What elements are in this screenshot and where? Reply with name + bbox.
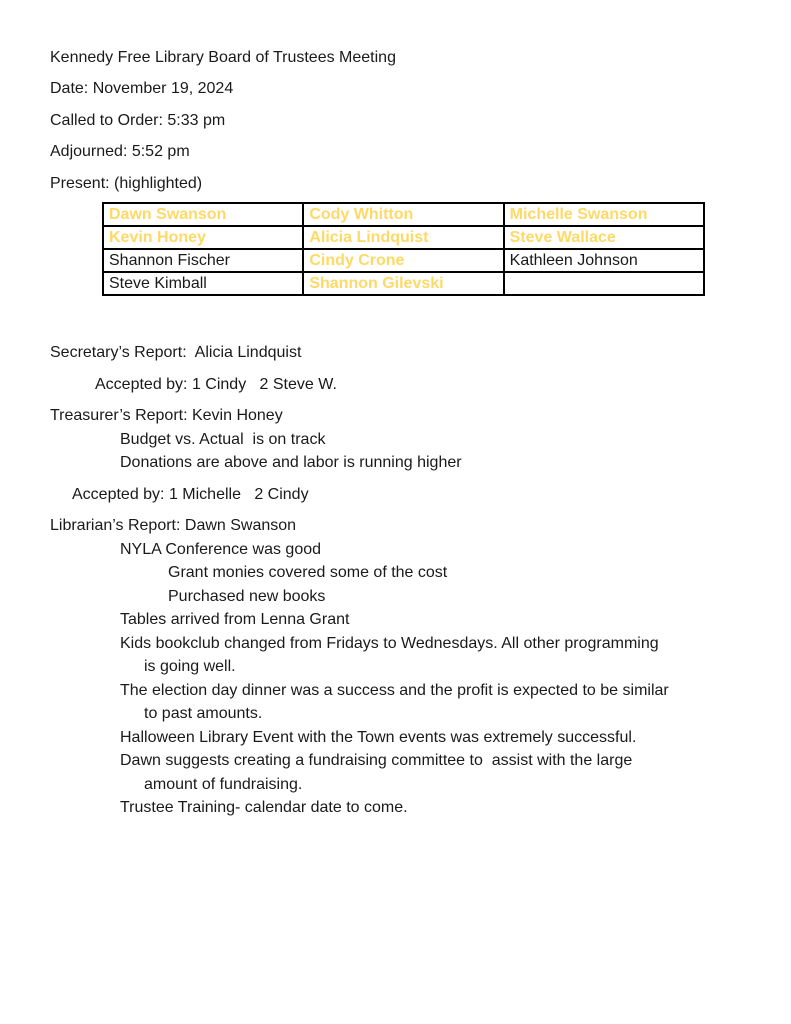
report-line: Trustee Training- calendar date to come.	[120, 799, 408, 817]
report-line-continuation: amount of fundraising.	[144, 775, 303, 793]
treasurer-report-heading: Treasurer’s Report: Kevin Honey	[50, 407, 283, 425]
report-line: Grant monies covered some of the cost	[168, 564, 448, 582]
report-line-continuation: to past amounts.	[144, 705, 263, 723]
adjourned-line: Adjourned: 5:52 pm	[50, 143, 190, 161]
table-row	[103, 272, 704, 295]
report-line: NYLA Conference was good	[120, 540, 322, 558]
attendee-cell: Shannon Gilevski	[303, 272, 503, 295]
attendee-cell	[504, 272, 704, 295]
header-block	[0, 0, 791, 199]
attendee-cell: Steve Wallace	[504, 226, 704, 249]
page-title: Kennedy Free Library Board of Trustees Meeting	[50, 49, 396, 66]
librarian-report-heading: Librarian’s Report: Dawn Swanson	[50, 517, 297, 535]
report-line-continuation: is going well.	[144, 658, 236, 676]
table-row	[103, 249, 704, 272]
report-line: Budget vs. Actual is on track	[120, 430, 326, 448]
table-row	[103, 226, 704, 249]
secretary-report-heading: Secretary’s Report: Alicia Lindquist	[50, 344, 302, 362]
secretary-accepted-line: Accepted by: 1 Cindy 2 Steve W.	[95, 375, 337, 393]
report-line: Dawn suggests creating a fundraising committee to assist with the large	[120, 752, 633, 770]
attendee-cell: Alicia Lindquist	[303, 226, 503, 249]
report-line: Purchased new books	[168, 587, 326, 605]
attendee-cell: Kevin Honey	[103, 226, 303, 249]
attendee-cell: Cody Whitton	[303, 203, 503, 226]
meeting-date-line: Date: November 19, 2024	[50, 80, 234, 98]
report-line: Kids bookclub changed from Fridays to Wednesdays. All other programming	[120, 634, 659, 652]
attendee-cell: Shannon Fischer	[103, 249, 303, 272]
report-line: Donations are above and labor is running higher	[120, 454, 462, 472]
attendee-cell: Michelle Swanson	[504, 203, 704, 226]
report-line: Halloween Library Event with the Town events was extremely successful.	[120, 728, 637, 746]
minutes-body	[0, 341, 791, 820]
present-label-line: Present: (highlighted)	[50, 174, 203, 192]
report-line: The election day dinner was a success and the profit is expected to be similar	[120, 681, 669, 699]
treasurer-accepted-line: Accepted by: 1 Michelle 2 Cindy	[72, 485, 309, 503]
attendee-cell: Steve Kimball	[103, 272, 303, 295]
table-row	[103, 203, 704, 226]
attendee-cell: Dawn Swanson	[103, 203, 303, 226]
attendee-cell: Kathleen Johnson	[504, 249, 704, 272]
called-to-order-line: Called to Order: 5:33 pm	[50, 111, 226, 129]
report-line: Tables arrived from Lenna Grant	[120, 611, 350, 629]
attendance-table	[102, 202, 705, 296]
attendee-cell: Cindy Crone	[303, 249, 503, 272]
